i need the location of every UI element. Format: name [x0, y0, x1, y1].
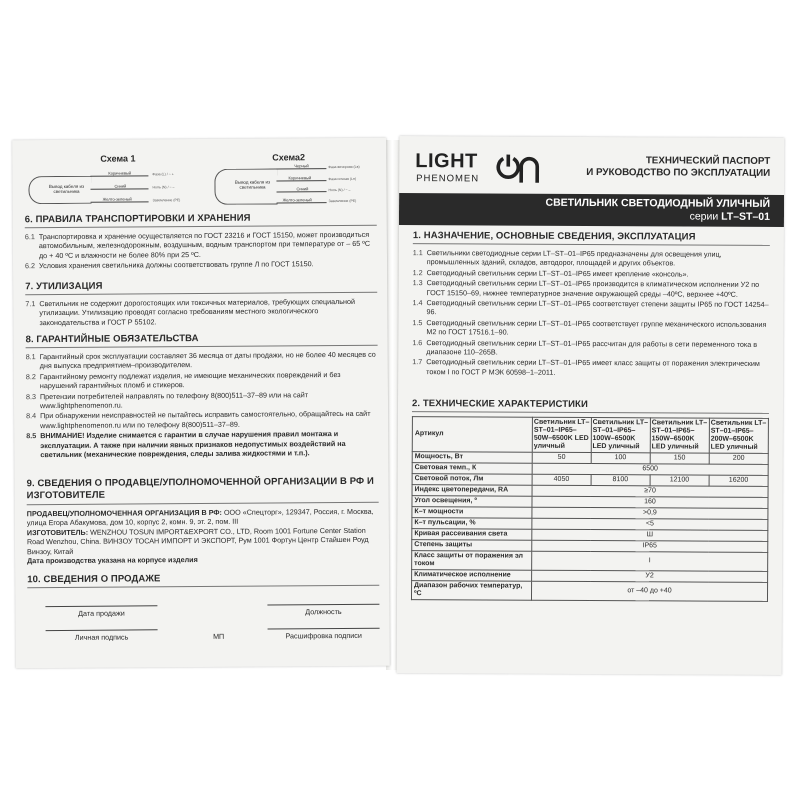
paragraph-text: Светодиодный светильник серии LT–ST–01–IP65 имеет крепление «консоль». [426, 267, 689, 279]
logo-on-mark [493, 152, 543, 192]
paragraph-number: 1.7 [412, 357, 423, 367]
paragraph-number: 1.6 [412, 337, 423, 347]
table-cell: 8100 [591, 475, 650, 486]
table-cell: Угол освещения, º [412, 496, 532, 508]
paragraph [412, 358, 769, 379]
paragraph-number: 1.2 [412, 267, 423, 277]
sale-date-line [45, 605, 157, 607]
table-cell: >0,9 [532, 507, 768, 519]
section-sale [27, 572, 379, 592]
table-cell: 12100 [650, 475, 709, 486]
table-cell: 150 [650, 453, 709, 464]
series-prefix: серии [689, 210, 722, 223]
table-cell: Светильник LT–ST–01–IP65–100W–6500K LED уличный [591, 418, 650, 453]
table-cell: 16200 [709, 475, 768, 486]
wire-terminal: Фаза ночная (Lн) [328, 176, 357, 182]
product-band [399, 193, 784, 227]
seller-label: ПРОДАВЕЦ/УПОЛНОМОЧЕННАЯ ОРГАНИЗАЦИЯ В РФ: [26, 507, 222, 519]
table-cell: Артикул [412, 417, 532, 453]
maker-text: WENZHOU TOSUN IMPORT&EXPORT CO., LTD, Room 1001 Fortune Center Station Road Wenzhou, China. ВИНЗОУ ТОСАН ИМПОРТ И ЭКСПОРТ, Рум 1001 Фортун Центр Стайшен Роуд Винзоу, Китай [26, 525, 369, 556]
sale-date-label: Дата продажи [78, 608, 125, 618]
logo-light: LIGHT [415, 150, 478, 173]
paragraph [26, 429, 378, 460]
paragraph-number: 6.1 [24, 232, 35, 242]
decode-line [268, 628, 380, 630]
paragraph-number: 8.2 [25, 371, 36, 382]
table-cell: 4050 [532, 474, 591, 485]
table-cell: 160 [532, 496, 768, 508]
table-cell: Степень защиты [412, 540, 532, 552]
right-page [397, 136, 785, 675]
table-cell: <5 [532, 518, 768, 530]
wire-label: Синий [296, 186, 309, 192]
paragraph [413, 268, 770, 279]
table-cell: ≥70 [532, 485, 768, 497]
title-line-2: И РУКОВОДСТВО ПО ЭКСПЛУАТАЦИИ [586, 166, 771, 179]
wire-terminal: Ноль (N) / ~ – [328, 187, 351, 193]
paragraph-text: Условия хранения светильника должны соответствовать группе Л по ГОСТ 15150. [39, 259, 314, 271]
paragraph [413, 278, 770, 299]
wire-line [276, 180, 326, 181]
scheme-2 [208, 152, 378, 211]
paragraph-number: 1.4 [412, 298, 423, 308]
paragraph-number: 8.4 [26, 411, 37, 421]
wire-terminal: Заземление (PE) [328, 198, 357, 204]
section-purpose [412, 230, 770, 379]
paragraph-text: Светильник не содержит дорогостоящих или токсичных материалов, требующих специальной утилизации. Утилизацию проводят согласно требованиям местного экологического законодательства и ГОСТ Р 55102. [39, 296, 356, 327]
seller-text: ООО «Спецторг», 129347, Россия, г. Москва, улица Егора Абакумова, дом 10, корпус 2, комн. 9, эт. 2, пом. III [26, 506, 374, 528]
table-row [412, 551, 768, 572]
wire-terminal: Ноль (N) / ~ – [152, 185, 175, 190]
paragraph-text: Претензии потребителей направлять по телефону 8(800)511–37–89 или на сайт www.lightphenomenon.ru. [39, 389, 309, 411]
wire-label: Желто-зеленый [102, 196, 132, 202]
paragraph-text: Светодиодный светильник серии LT–ST–01–IP65 производится в климатическом исполнении У2 по ГОСТ 15150–69, нижнее температурное значение окружающей среды –40ºС, верхнее +40ºС. [426, 278, 760, 299]
seller-info [27, 507, 379, 528]
paragraph-number: 8.3 [25, 391, 36, 401]
wire-terminal: Фаза (L) / ~ + [152, 172, 174, 177]
section-heading: 6. ПРАВИЛА ТРАНСПОРТИРОВКИ И ХРАНЕНИЯ [25, 212, 377, 228]
table-row [412, 417, 768, 454]
scheme-1 [22, 153, 192, 212]
table-cell: Светильник LT–ST–01–IP65–150W–6500K LED уличный [650, 418, 709, 453]
section-heading: 10. СВЕДЕНИЯ О ПРОДАЖЕ [27, 572, 379, 588]
table-cell: 200 [709, 453, 768, 464]
decode-label: Расшифровка подписи [285, 630, 362, 641]
section-specs [411, 398, 769, 602]
wire-label: Коричневый [288, 175, 312, 181]
production-date-note: Дата производства указана на корпусе изделия [27, 555, 198, 566]
paragraph [26, 370, 378, 391]
signature-label: Личная подпись [74, 632, 129, 642]
product-series [399, 209, 784, 224]
position-label: Должность [305, 607, 342, 617]
table-cell: Климатическое исполнение [412, 570, 532, 582]
wire-line [276, 168, 326, 169]
table-cell: К–т мощности [412, 507, 532, 519]
table-cell: 50 [532, 452, 591, 463]
paragraph-text: Светодиодный светильник серии LT–ST–01–IP65 соответствует группе механического использования М2 по ГОСТ 17516.1–90. [426, 317, 767, 337]
cable-label: Вывод кабеля из светильника [234, 179, 271, 190]
paragraph-text: Транспортировка и хранение осуществляется по ГОСТ 23216 и ГОСТ 15150, может производиться автомобильным, железнодорожным, воздушным, водным транспортом при температуре от – 65 ºС до + 40 ºС и влажности не более 80% при 25 ºС. [38, 229, 371, 260]
maker-info [27, 526, 379, 557]
paragraph-text: Светодиодный светильник серии LT–ST–01–IP65 соответствует степени защиты IP65 по ГОСТ 14254–96. [426, 298, 769, 317]
table-cell: Диапазон рабочих температур, ºС [411, 581, 531, 601]
paragraph-number: 8.5 [26, 431, 37, 441]
left-page [12, 138, 390, 669]
table-cell: К–т пульсации, % [412, 518, 532, 530]
table-cell: от –40 до +40 [531, 581, 767, 601]
table-cell: Светильник LT–ST–01–IP65–50W–6500K LED уличный [532, 417, 591, 452]
stamp-label: МП [213, 631, 225, 641]
section-heading: 7. УТИЛИЗАЦИЯ [25, 279, 377, 295]
table-row [411, 581, 767, 602]
paragraph-text: Светодиодный светильник серии LT–ST–01–IP65 рассчитан для работы в сети переменного тока в диапазоне 110–265В. [426, 337, 758, 357]
paragraph-text: При обнаружении неисправностей не пытайтесь исправить самостоятельно, обращайтесь на сайт www.lightphenomenon.ru или по телефону 8(800)511–37–89. [40, 409, 371, 430]
wire-label: Черный [294, 163, 309, 169]
paragraph [26, 409, 378, 430]
table-cell: Световая темп., К [412, 463, 532, 475]
paragraph-number: 1.3 [412, 278, 423, 288]
table-cell: Мощность, Вт [412, 452, 532, 464]
maker-label: ИЗГОТОВИТЕЛЬ: [26, 527, 89, 538]
table-cell: Класс защиты от поражения эл током [412, 551, 532, 571]
section-heading: 8. ГАРАНТИЙНЫЕ ОБЯЗАТЕЛЬСТВА [26, 332, 378, 348]
spec-table [411, 416, 769, 602]
signature-block [27, 594, 379, 646]
logo-phenomen: PHENOMEN [416, 173, 480, 185]
position-line [267, 604, 379, 606]
paragraph [25, 297, 377, 328]
paragraph-text: Светодиодный светильник серии LT–ST–01–IP65 имеет класс защиты от поражения электрическим током I по ГОСТ Р МЭК 60598–1–2011. [426, 357, 760, 377]
table-cell: Кривая рассеивания света [412, 529, 532, 541]
paragraph-text: Гарантийный срок эксплуатации составляет 36 месяца от даты продажи, но не более 40 месяцев со дня выпуска предприятием–производителем. [39, 349, 376, 371]
table-cell: IP65 [532, 540, 768, 552]
paragraph [412, 338, 769, 359]
paragraph-number: 1.1 [412, 248, 423, 258]
scheme-1-title: Схема 1 [100, 153, 136, 164]
section-heading: 2. ТЕХНИЧЕСКИЕ ХАРАКТЕРИСТИКИ [412, 398, 769, 414]
wire-terminal: Заземление (PE) [152, 198, 181, 203]
cable-label: Вывод кабеля из светильника [48, 183, 85, 195]
paragraph [25, 259, 377, 271]
paragraph [412, 298, 769, 319]
paragraph-number: 6.2 [25, 261, 36, 271]
paragraph [412, 318, 769, 339]
table-cell: Индекс цветопередачи, RA [412, 485, 532, 497]
power-on-icon [493, 152, 543, 184]
paragraph [26, 350, 378, 371]
table-cell: 6500 [532, 463, 768, 475]
wire-label: Коричневый [108, 170, 132, 176]
paragraph-number: 8.1 [25, 352, 36, 362]
section-disposal [25, 279, 377, 329]
wire-terminal: Фаза вечерняя (Lв) [328, 164, 360, 170]
brand-logo [415, 150, 555, 193]
section-warranty [26, 332, 379, 461]
table-cell: Ш [532, 529, 768, 541]
signature-line [46, 629, 158, 631]
table-cell: I [532, 551, 768, 571]
section-heading: 1. НАЗНАЧЕНИЕ, ОСНОВНЫЕ СВЕДЕНИЯ, ЭКСПЛУАТАЦИЯ [413, 230, 770, 246]
paragraph [25, 230, 377, 261]
scheme-2-title: Схема2 [272, 152, 306, 163]
title-line-1: ТЕХНИЧЕСКИЙ ПАСПОРТ [645, 155, 771, 167]
table-cell: 100 [591, 453, 650, 464]
paragraph-number: 1.5 [412, 317, 423, 327]
paragraph [26, 389, 378, 410]
wire-line [277, 191, 327, 192]
table-cell: У2 [532, 570, 768, 582]
paragraph-text: Светильники светодиодные серии LT–ST–01–IP65 предназначены для освещения улиц, промышленных зданий, складов, автодорог, площадей и других объектов. [426, 248, 722, 268]
section-transport [25, 212, 377, 272]
wire-label: Синий [114, 183, 127, 189]
wire-label: Желто-зеленый [282, 197, 312, 203]
wiring-schemes [12, 152, 386, 215]
paragraph-number: 7.1 [25, 299, 36, 309]
document-title [586, 155, 770, 180]
section-seller [27, 476, 380, 566]
table-cell: Светильник LT–ST–01–IP65–200W–6500K LED уличный [709, 418, 768, 453]
paragraph-text: ВНИМАНИЕ! Изделие снимается с гарантии в случае нарушения правил монтажа и эксплуатации. А также при наличии явных признаков недопустимых воздействий на светильник (механические повреждения, следы залива жидкостями и т.п.). [40, 429, 346, 460]
paragraph [413, 248, 770, 269]
paragraph-text: Гарантийному ремонту подлежат изделия, не имеющие механических повреждений и без нарушений гарантийных пломб и стикеров. [39, 369, 341, 391]
table-cell: Световой поток, Лм [412, 474, 532, 486]
section-heading: 9. СВЕДЕНИЯ О ПРОДАВЦЕ/УПОЛНОМОЧЕННОЙ ОРГАНИЗАЦИИ В РФ И ИЗГОТОВИТЕЛЕ [27, 476, 379, 505]
series-code: LT–ST–01 [721, 210, 771, 223]
product-name: СВЕТИЛЬНИК СВЕТОДИОДНЫЙ УЛИЧНЫЙ [545, 196, 771, 210]
